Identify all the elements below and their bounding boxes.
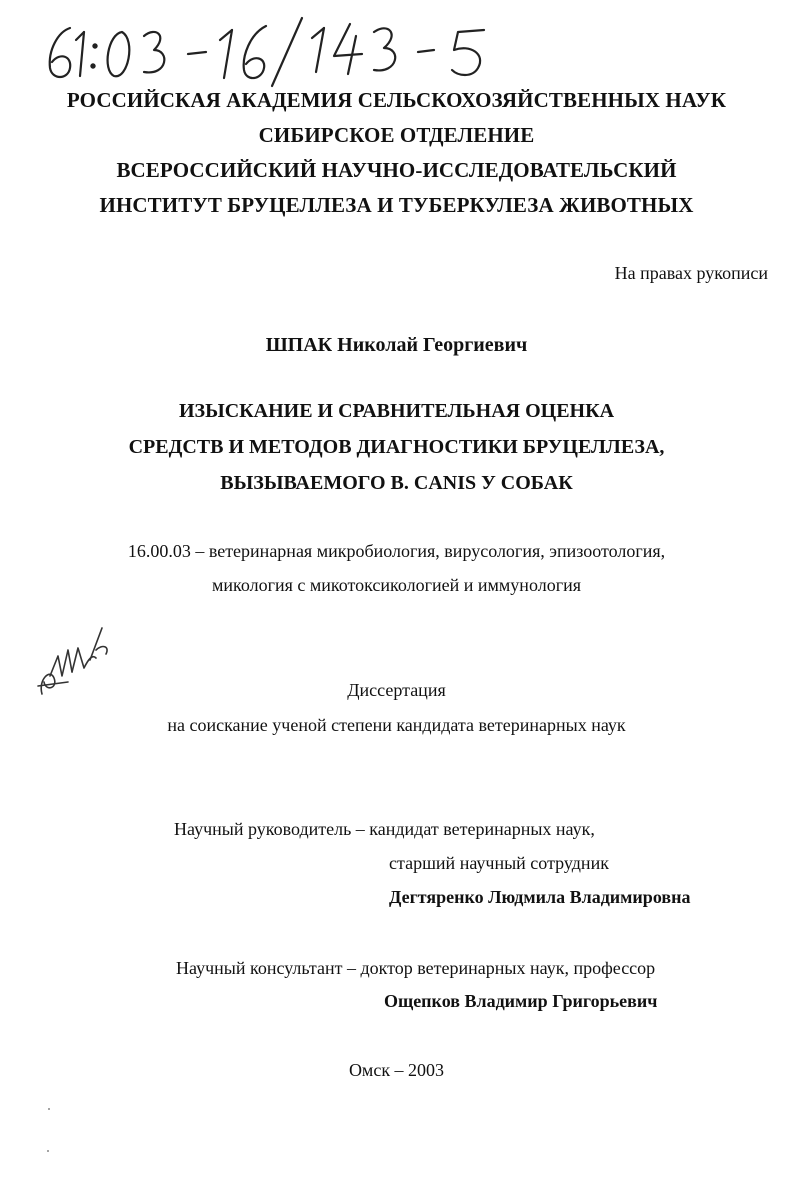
supervisor-position: старший научный сотрудник <box>389 853 609 873</box>
title-line-2: СРЕДСТВ И МЕТОДОВ ДИАГНОСТИКИ БРУЦЕЛЛЕЗА, <box>128 436 665 458</box>
manuscript-rights-note: На правах рукописи <box>614 263 768 283</box>
dissertation-label: Диссертация <box>347 680 446 700</box>
title-line-3: ВЫЗЫВАЕМОГО B. CANIS У СОБАК <box>220 472 573 494</box>
specialty-line-1: 16.00.03 – ветеринарная микробиология, вирусология, эпизоотология, <box>127 541 666 561</box>
scan-speck <box>48 1108 50 1110</box>
degree-line: на соискание ученой степени кандидата ветеринарных наук <box>167 715 626 735</box>
author-name: ШПАК Николай Георгиевич <box>265 334 528 356</box>
consultant-role: Научный консультант – доктор ветеринарных наук, профессор <box>176 958 656 978</box>
consultant-name: Ощепков Владимир Григорьевич <box>384 991 658 1011</box>
supervisor-name: Дегтяренко Людмила Владимировна <box>389 887 691 907</box>
scan-speck <box>47 1150 49 1152</box>
institution-line-4: ИНСТИТУТ БРУЦЕЛЛЕЗА И ТУБЕРКУЛЕЗА ЖИВОТНЫХ <box>99 193 694 217</box>
institution-line-1: РОССИЙСКАЯ АКАДЕМИЯ СЕЛЬСКОХОЗЯЙСТВЕННЫХ НАУК <box>66 88 727 112</box>
handwritten-catalog-number <box>40 10 500 90</box>
institution-line-3: ВСЕРОССИЙСКИЙ НАУЧНО-ИССЛЕДОВАТЕЛЬСКИЙ <box>116 158 677 182</box>
institution-line-2: СИБИРСКОЕ ОТДЕЛЕНИЕ <box>258 123 535 147</box>
place-and-year: Омск – 2003 <box>348 1060 445 1080</box>
catalog-number-drawing <box>40 10 500 90</box>
title-line-1: ИЗЫСКАНИЕ И СРАВНИТЕЛЬНАЯ ОЦЕНКА <box>178 400 615 422</box>
supervisor-role: Научный руководитель – кандидат ветеринарных наук, <box>174 819 595 839</box>
specialty-line-2: микология с микотоксикологией и иммунология <box>212 575 581 595</box>
